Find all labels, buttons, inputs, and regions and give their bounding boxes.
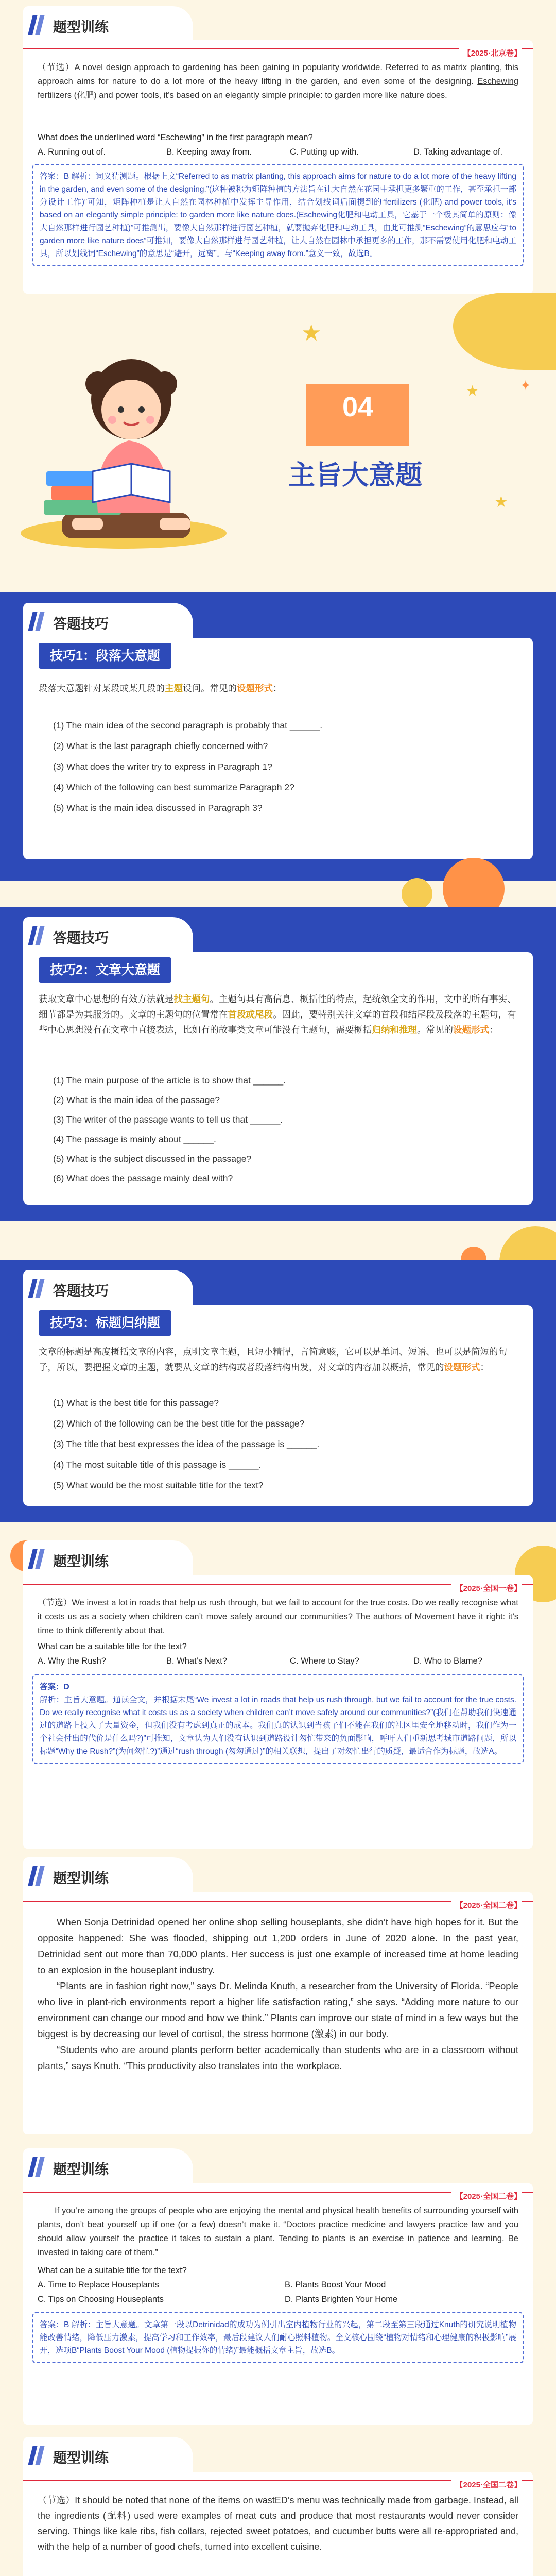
highlight-keyword: 主题 bbox=[165, 683, 183, 693]
tip-question: (4) The passage is mainly about ______. bbox=[53, 1134, 216, 1144]
tip-question: (1) The main purpose of the article is to show that ______. bbox=[53, 1075, 286, 1086]
section-header bbox=[23, 1540, 533, 1577]
option-b: B. What’s Next? bbox=[166, 1656, 227, 1666]
option-a: A. Running out of. bbox=[38, 147, 106, 157]
decor-blob bbox=[453, 293, 556, 370]
passage-paragraph: “Plants are in fashion right now,” says Dr. Melinda Knuth, a researcher from the University of Florida. “People who live in plant-rich environments report a higher life satisfaction rating,” she says. “Adding more nature to our environment can change our mood and how we think.” Plants can improve our state of mind in a few ways but the biggest is by decreasing our level of cortisol, the stress hormone (激素) in our body. bbox=[38, 1980, 518, 2039]
tip-pill: 技巧1：段落大意题 bbox=[39, 643, 171, 669]
exercise-card-3b bbox=[23, 2183, 533, 2425]
section-header bbox=[23, 917, 533, 953]
star-icon: ★ bbox=[301, 320, 322, 346]
exercise-options bbox=[38, 2278, 518, 2307]
tip-question: (4) Which of the following can best summarize Paragraph 2? bbox=[53, 782, 294, 792]
source-label: 【2025·北京卷】 bbox=[459, 47, 522, 58]
star-icon: ★ bbox=[494, 494, 508, 511]
tip-intro: 获取文章中心思想的有效方法就是找主题句。主题句具有高信息、概括性的特点，起统领全文的作用，文中的所有事实、细节都是为其服务的。文章的主题句的位置常在首段或尾段。因此，要特别关注文章的首段和结尾段及段落的主题句，有些中心思想没有在文章中直接表达，比如有的故事类文章可能没有主题句，需要概括归纳和推理。常见的设题形式： bbox=[39, 994, 516, 1035]
tip-intro: 段落大意题针对某段或某几段的主题设问。常见的设题形式： bbox=[39, 683, 282, 693]
passage-paragraph: “Students who are around plants perform better academically than students who are in a classroom without plants,” says Knuth. “This productivity also translates into the workplace. bbox=[38, 2044, 518, 2071]
tip-question: (3) What does the writer try to express in Paragraph 1? bbox=[53, 761, 273, 772]
source-label: 【2025·全国二卷】 bbox=[451, 2191, 522, 2201]
star-icon: ★ bbox=[466, 383, 479, 399]
option-c: C. Tips on Choosing Houseplants bbox=[38, 2295, 164, 2304]
highlight-keyword: 设题形式 bbox=[444, 1362, 480, 1372]
cover-number-box bbox=[306, 384, 409, 446]
section-header-title: 答题技巧 bbox=[53, 930, 109, 946]
option-b: B. Plants Boost Your Mood bbox=[285, 2280, 386, 2290]
section-header-title: 题型训练 bbox=[53, 2162, 109, 2177]
option-c: C. Putting up with. bbox=[290, 147, 359, 157]
tip-question: (3) The writer of the passage wants to tell us that ______. bbox=[53, 1114, 283, 1125]
section-header bbox=[23, 2437, 533, 2473]
exercise-passage: If you’re among the groups of people who are enjoying the mental and physical health benefits of surrounding yourself with plants, don’t beat yourself up if one (or a few) doesn’t make it. “Doctors practice medicine and lawyers practice law and you should allow yourself the practice it takes to sustain a plant. Tending to plants is an exercise in patience and learning. Be invested in taking care of them.” bbox=[38, 2206, 518, 2257]
cover-number: 04 bbox=[342, 392, 374, 422]
section-header bbox=[23, 2148, 533, 2184]
tip-question: (2) Which of the following can be the best title for the passage? bbox=[53, 1418, 305, 1429]
underlined-word: Eschewing bbox=[477, 77, 518, 86]
tip-question-list bbox=[53, 1393, 517, 1496]
highlight-keyword: 设题形式 bbox=[237, 683, 273, 693]
tip-question: (6) What does the passage mainly deal with? bbox=[53, 1173, 233, 1183]
option-d: D. Who to Blame? bbox=[413, 1656, 482, 1666]
star-icon: ✦ bbox=[520, 378, 531, 393]
tip-question: (5) What would be the most suitable title for the text? bbox=[53, 1480, 264, 1490]
tip-question-list bbox=[53, 1071, 517, 1188]
tips-card-2 bbox=[23, 952, 533, 1205]
exercise-card-4 bbox=[23, 2472, 533, 2576]
option-c: C. Where to Stay? bbox=[290, 1656, 359, 1666]
tips-card-3 bbox=[23, 1305, 533, 1506]
exercise-passage: （节选）A novel design approach to gardening has been gaining in popularity worldwide. Referred to as matrix planting, this approach aims for nature to do a lot more of the heavy lifting in the garden, and even some of the designing. Eschewing fertilizers (化肥) and power tools, it’s based on an elegantly simple principle: to garden more like nature does. bbox=[38, 63, 518, 100]
section-header-title: 答题技巧 bbox=[53, 1283, 109, 1299]
section-header-title: 题型训练 bbox=[53, 20, 109, 35]
section-header bbox=[23, 1270, 533, 1306]
exercise-question: What does the underlined word “Eschewing” in the first paragraph mean? bbox=[38, 133, 313, 142]
tip-question: (2) What is the main idea of the passage? bbox=[53, 1095, 220, 1105]
highlight-keyword: 找主题句 bbox=[173, 994, 210, 1004]
exercise-passage: （节选）It should be noted that none of the items on wastED’s menu was technically made from garbage. Instead, all the ingredients (配料) used were examples of meat cuts and produce that most restaurants would never consider serving. Things like kale ribs, fish collars, rejected sweet potatoes, and cucumber butts were all re-appropriated and, with the help of a number of good chefs, turned into excellent cuisine. bbox=[38, 2495, 518, 2552]
option-d: D. Plants Brighten Your Home bbox=[285, 2295, 398, 2304]
section-header-title: 题型训练 bbox=[53, 1871, 109, 1886]
tip-question: (3) The title that best expresses the idea of the passage is ______. bbox=[53, 1439, 320, 1449]
exercise-question: What can be a suitable title for the text? bbox=[38, 2266, 187, 2275]
section-header bbox=[23, 603, 533, 639]
tip-pill: 技巧2：文章大意题 bbox=[39, 957, 171, 983]
section-header-title: 题型训练 bbox=[53, 1554, 109, 1569]
option-b: B. Keeping away from. bbox=[166, 147, 252, 157]
exercise-passage: （节选）We invest a lot in roads that help us rush through, but we fail to account for the true costs. Do we really recognise what it costs us as a society when children can’t move safely around our communities? The authors of Movement have it right: it’s time to think differently about that. bbox=[38, 1598, 518, 1635]
exercise-card-1 bbox=[23, 40, 533, 294]
source-label: 【2025·全国二卷】 bbox=[451, 2479, 522, 2490]
tip-question: (1) What is the best title for this passage? bbox=[53, 1398, 219, 1408]
answer-label: 答案：D bbox=[40, 1683, 70, 1691]
reading-girl-illustration bbox=[21, 317, 237, 554]
source-label: 【2025·全国二卷】 bbox=[451, 1900, 522, 1910]
tip-question: (4) The most suitable title of this passage is ______. bbox=[53, 1460, 262, 1470]
answer-explanation: 解析：主旨大意题。通读全文，并根据末尾“We invest a lot in roads that help us rush through, but we fail to account for the true costs. Do we really recognise what it costs us as a society when children can’t move safely around our communities?”(我们在帮助我们快速通过的道路上投入了大量资金，但我们没有考虑到真正的成本。我们真的认识到当孩子们不能在我们的社区里安全地移动时，我们作为一个社会付出的代价是什么吗?)”可推知，文章认为人们没有认识到道路设计匆忙带来的负面影响，呼吁人们重新思考城市道路问题，所以标题“Why the Rush?”(为何匆忙?)”通过“rush through (匆匆通过)”的相关联想，提出了对匆忙出行的质疑，最适合作为标题，故选A。 bbox=[40, 1696, 516, 1756]
option-a: A. Time to Replace Houseplants bbox=[38, 2280, 159, 2290]
decor-circle bbox=[402, 878, 432, 909]
highlight-keyword: 设题形式 bbox=[453, 1025, 489, 1035]
passage-paragraph: When Sonja Detrinidad opened her online shop selling houseplants, she didn’t have high hopes for it. But the opposite happened: She was flooded, shipping out 1,200 orders in June of 2020 alone. In the past year, Detrinidad sent out more than 70,000 plants. Her success is just one example of increased time at home leading to an explosion in the houseplant industry. bbox=[38, 1917, 518, 1975]
tip-question: (1) The main idea of the second paragraph is probably that ______. bbox=[53, 720, 323, 731]
highlight-keyword: 首段或尾段 bbox=[228, 1009, 273, 1020]
answer-box bbox=[32, 1674, 524, 1764]
answer-box: 答案：B 解析：主旨大意题。文章第一段以Detrinidad的成功为例引出室内植物行业的兴起，第二段至第三段通过Knuth的研究说明植物能改善情绪，降低压力激素，提高学习和工作效率，最后段建议人们耐心照料植物。全文核心围绕“植物对情绪和心理健康的积极影响”展开，选项B“Plants Boost Your Mood (植物提振你的情绪)”最能概括文章主旨，故选B。 bbox=[32, 2312, 524, 2363]
exercise-question: What can be a suitable title for the text? bbox=[38, 1642, 187, 1651]
option-a: A. Why the Rush? bbox=[38, 1656, 106, 1666]
tip-question: (5) What is the subject discussed in the passage? bbox=[53, 1154, 252, 1164]
tip-question: (5) What is the main idea discussed in Paragraph 3? bbox=[53, 803, 263, 813]
exercise-card-2 bbox=[23, 1575, 533, 1849]
tip-question-list bbox=[53, 715, 517, 818]
section-header-title: 答题技巧 bbox=[53, 616, 109, 632]
highlight-keyword: 归纳和推理 bbox=[372, 1025, 417, 1035]
source-label: 【2025·全国一卷】 bbox=[451, 1583, 522, 1594]
section-header bbox=[23, 1857, 533, 1893]
exercise-passage bbox=[38, 1914, 518, 2074]
tip-question: (2) What is the last paragraph chiefly concerned with? bbox=[53, 741, 268, 751]
cover-title: 主旨大意题 bbox=[288, 461, 422, 490]
tips-card-1 bbox=[23, 638, 533, 859]
section-header-title: 题型训练 bbox=[53, 2450, 109, 2466]
tip-intro: 文章的标题是高度概括文章的内容，点明文章主题，且短小精悍，言简意赅，它可以是单词、短语、也可以是简短的句子，所以，要把握文章的主题，就要从文章的结构或者段落结构出发，对文章的内容加以概括，常见的设题形式： bbox=[39, 1347, 507, 1372]
section-header bbox=[23, 6, 533, 42]
exercise-options bbox=[38, 145, 518, 160]
option-d: D. Taking advantage of. bbox=[413, 147, 503, 157]
tip-pill: 技巧3：标题归纳题 bbox=[39, 1310, 171, 1336]
exercise-card-3 bbox=[23, 1892, 533, 2134]
exercise-options bbox=[38, 1654, 518, 1669]
answer-box: 答案：B 解析：词义猜测题。根据上文“Referred to as matrix planting, this approach aims for nature to do a lot more of the heavy lifting in the garden, and even some of the designing.”(这种被称为矩阵种植的方法旨在让大自然在花园中承担更多繁重的工作，甚至承担一部分设计工作)”可知，矩阵种植是让大自然在园林种植中发挥主导作用，结合划线词后面提到的“fertilizers (化肥) and power tools, it’s based on an elegantly simple principle: to garden more like nature does.(Eschewing化肥和电动工具，它基于一个极其简单的原则：像大自然那样进行园艺种植)”可推测出，要像大自然那样进行园艺种植，就要抛弃化肥和电动工具，由此可推测“Eschewing”的意思应与“to garden more like nature does”可推知，要像大自然那样进行园艺种植，让大自然在园林中承担更多的工作，那不需要使用化肥和电动工具，所以划线词“Eschewing”的意思是“避开，远离”。与“Keeping away from.”意义一致，故选B。 bbox=[32, 164, 524, 266]
